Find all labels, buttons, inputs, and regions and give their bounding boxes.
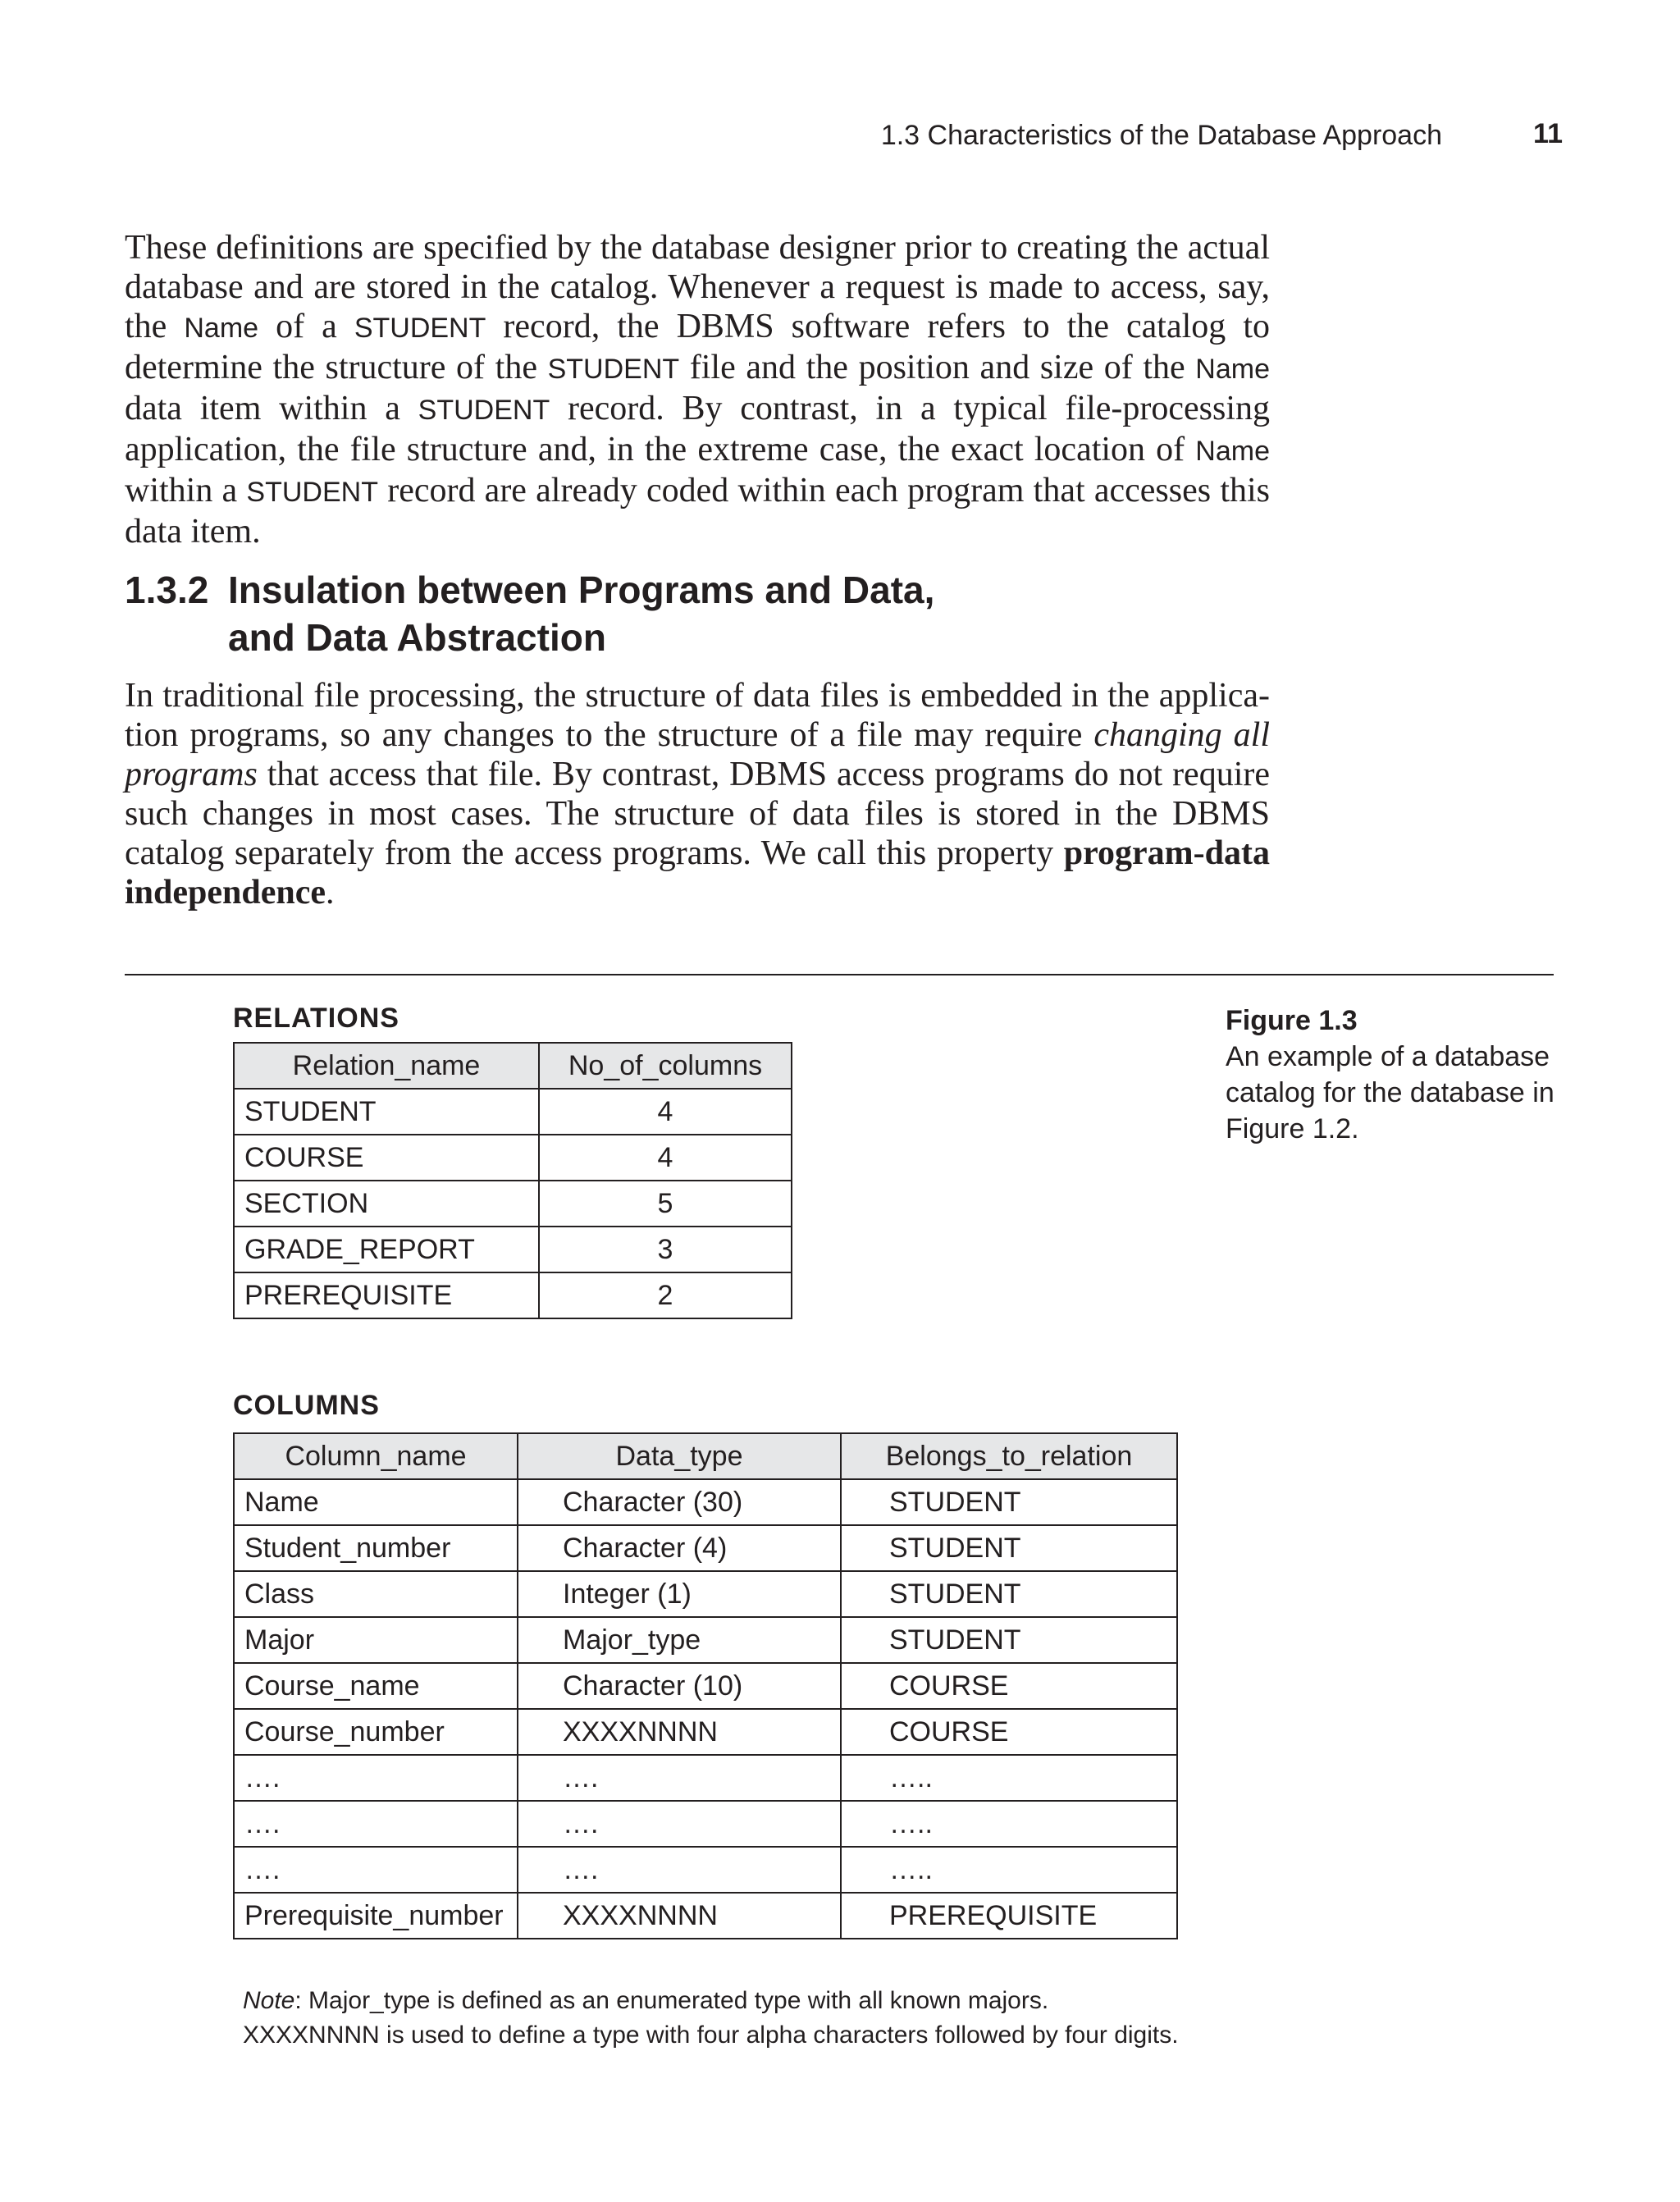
belongs-to-cell: STUDENT <box>841 1571 1177 1617</box>
belongs-to-cell: COURSE <box>841 1663 1177 1709</box>
table-row <box>234 1525 1177 1571</box>
header-belongs-to-relation: Belongs_to_relation <box>841 1433 1177 1479</box>
table-row <box>234 1801 1177 1847</box>
columns-table <box>233 1432 1178 1939</box>
section-title-line1: Insulation between Programs and Data, <box>228 569 935 611</box>
table-row <box>234 1893 1177 1939</box>
columns-title: COLUMNS <box>233 1390 380 1421</box>
table-row <box>234 1272 792 1318</box>
table-row <box>234 1755 1177 1801</box>
table-header-row <box>234 1433 1177 1479</box>
data-type-cell: …. <box>518 1847 841 1893</box>
relations-table <box>233 1042 792 1319</box>
relation-name-cell: COURSE <box>234 1135 539 1181</box>
relation-name-cell: STUDENT <box>234 1089 539 1135</box>
table-header-row <box>234 1043 792 1089</box>
no-of-columns-cell: 2 <box>539 1272 792 1318</box>
table-row <box>234 1135 792 1181</box>
no-of-columns-cell: 4 <box>539 1135 792 1181</box>
relation-name-cell: GRADE_REPORT <box>234 1227 539 1272</box>
column-name-cell: Class <box>234 1571 518 1617</box>
column-name-cell: …. <box>234 1847 518 1893</box>
data-type-cell: XXXXNNNN <box>518 1709 841 1755</box>
data-type-cell: Character (4) <box>518 1525 841 1571</box>
page-number: 11 <box>1533 118 1563 149</box>
insulation-paragraph: In traditional file processing, the structure of data files is embedded in the application programs, so any changes to the structure of a file may require changing all programs that access that file. By contrast, DBMS access programs do not require such changes in most cases. The structure of data files is stored in the DBMS catalog separately from the access programs. We call this property program-data independence. <box>125 677 1270 911</box>
running-head: 1.3 Characteristics of the Database Approach <box>880 120 1442 151</box>
column-name-cell: Course_number <box>234 1709 518 1755</box>
header-data-type: Data_type <box>518 1433 841 1479</box>
belongs-to-cell: ….. <box>841 1847 1177 1893</box>
intro-paragraph: These definitions are specified by the database designer prior to creating the actual database and are stored in the catalog. Whenever a request is made to access, say, the Name of a STUDENT record, the DBMS software refers to the catalog to determine the structure of the STUDENT file and the position and size of the Name data item within a STUDENT record. By contrast, in a typical file-processing application, the file structure and, in the extreme case, the exact location of Name within a STUDENT record are already coded within each program that accesses this data item. <box>125 229 1270 550</box>
no-of-columns-cell: 3 <box>539 1227 792 1272</box>
note-line2: XXXXNNNN is used to define a type with four alpha characters followed by four digits. <box>243 2022 1179 2049</box>
belongs-to-cell: STUDENT <box>841 1617 1177 1663</box>
belongs-to-cell: COURSE <box>841 1709 1177 1755</box>
section-heading <box>125 566 934 661</box>
data-type-cell: Integer (1) <box>518 1571 841 1617</box>
table-row <box>234 1479 1177 1525</box>
data-type-cell: Character (10) <box>518 1663 841 1709</box>
table-row <box>234 1089 792 1135</box>
table-row <box>234 1847 1177 1893</box>
table-row <box>234 1709 1177 1755</box>
note-label: Note <box>243 1987 295 2014</box>
data-type-cell: Major_type <box>518 1617 841 1663</box>
belongs-to-cell: ….. <box>841 1801 1177 1847</box>
belongs-to-cell: STUDENT <box>841 1525 1177 1571</box>
table-note <box>243 1984 1309 2053</box>
table-row <box>234 1181 792 1227</box>
figure-top-rule <box>125 974 1554 975</box>
no-of-columns-cell: 5 <box>539 1181 792 1227</box>
section-title-line2: and Data Abstraction <box>228 616 606 659</box>
column-name-cell: Major <box>234 1617 518 1663</box>
relations-title: RELATIONS <box>233 1003 399 1034</box>
belongs-to-cell: STUDENT <box>841 1479 1177 1525</box>
table-row <box>234 1571 1177 1617</box>
column-name-cell: Course_name <box>234 1663 518 1709</box>
data-type-cell: Character (30) <box>518 1479 841 1525</box>
no-of-columns-cell: 4 <box>539 1089 792 1135</box>
relation-name-cell: SECTION <box>234 1181 539 1227</box>
data-type-cell: XXXXNNNN <box>518 1893 841 1939</box>
section-number: 1.3.2 <box>125 569 209 611</box>
figure-caption <box>1226 1003 1570 1147</box>
data-type-cell: …. <box>518 1755 841 1801</box>
note-line1: : Major_type is defined as an enumerated type with all known majors. <box>294 1987 1049 2014</box>
table-row <box>234 1227 792 1272</box>
figure-label: Figure 1.3 <box>1226 1005 1358 1036</box>
figure-caption-text: An example of a database catalog for the database in Figure 1.2. <box>1226 1041 1554 1144</box>
column-name-cell: …. <box>234 1801 518 1847</box>
column-name-cell: Student_number <box>234 1525 518 1571</box>
relation-name-cell: PREREQUISITE <box>234 1272 539 1318</box>
column-name-cell: Name <box>234 1479 518 1525</box>
table-row <box>234 1663 1177 1709</box>
header-column-name: Column_name <box>234 1433 518 1479</box>
data-type-cell: …. <box>518 1801 841 1847</box>
header-relation-name: Relation_name <box>234 1043 539 1089</box>
column-name-cell: Prerequisite_number <box>234 1893 518 1939</box>
header-no-of-columns: No_of_columns <box>539 1043 792 1089</box>
column-name-cell: …. <box>234 1755 518 1801</box>
belongs-to-cell: ….. <box>841 1755 1177 1801</box>
table-row <box>234 1617 1177 1663</box>
belongs-to-cell: PREREQUISITE <box>841 1893 1177 1939</box>
